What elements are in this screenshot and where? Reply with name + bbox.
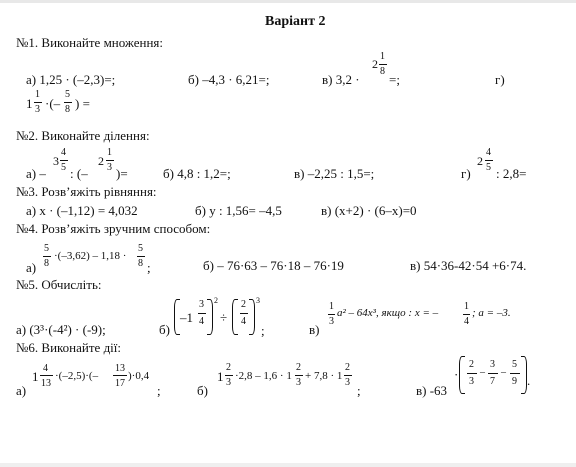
task-5-b-num: 3 xyxy=(199,299,204,310)
task-6-b-num: 2 xyxy=(226,362,231,373)
task-6-v-den2: 7 xyxy=(490,376,495,387)
task-2-a-mid: : (– xyxy=(70,166,88,181)
task-6-v-num3: 5 xyxy=(512,359,517,370)
task-5-b-exp-1: 2 xyxy=(214,296,218,305)
task-5-v: в) xyxy=(309,322,320,337)
task-1-v-num: 1 xyxy=(380,51,385,62)
task-5-b-exp-2: 3 xyxy=(256,296,260,305)
task-6-v-fracbar1 xyxy=(467,373,477,374)
task-4-a-num2: 5 xyxy=(138,243,143,254)
task-5-b-fracbar2 xyxy=(240,313,248,314)
task-4-a-den2: 8 xyxy=(138,258,143,269)
task-6-v-num1: 2 xyxy=(469,359,474,370)
task-6-b-den: 3 xyxy=(226,377,231,388)
variant-title: Варіант 2 xyxy=(265,14,326,29)
task-5-b-paren-open-2 xyxy=(232,299,238,335)
task-6-b-fracbar xyxy=(225,375,233,376)
task-6-a-num: 4 xyxy=(43,363,48,374)
task-1-g: г) xyxy=(495,72,505,87)
task-5-v-num: 1 xyxy=(329,301,334,312)
task-5-v-den: 3 xyxy=(329,316,334,327)
task-1-heading: №1. Виконайте множення: xyxy=(16,35,164,50)
task-6-a-den2: 17 xyxy=(115,378,125,389)
task-1-v-fracbar xyxy=(379,64,387,65)
task-1-v: в) 3,2 · xyxy=(322,72,360,87)
task-5-v-fracbar xyxy=(328,314,335,315)
task-1-b: б) –4,3 · 6,21=; xyxy=(188,72,270,87)
task-6-a-fracbar xyxy=(40,375,53,376)
task-1-g-num2: 5 xyxy=(65,89,70,100)
task-6-v-tail: . xyxy=(527,373,531,388)
task-4-a-mid: ·(–3,62) – 1,18 · xyxy=(54,250,127,262)
task-5-b: б) xyxy=(159,322,170,337)
task-4-v: в) 54·36-42·54 +6·74. xyxy=(410,258,527,273)
top-scan-edge xyxy=(0,0,576,3)
task-1-g-den2: 8 xyxy=(65,104,70,115)
task-5-v-num2: 1 xyxy=(464,301,469,312)
task-5-b-num2: 2 xyxy=(241,299,246,310)
task-3-a: а) x · (–1,12) = 4,032 xyxy=(26,203,138,218)
task-6-a-num2: 13 xyxy=(115,363,125,374)
task-5-b-div: ÷ xyxy=(220,310,228,325)
task-1-v-den: 8 xyxy=(380,66,385,77)
task-2-a-fracbar2 xyxy=(106,160,114,161)
task-6-heading: №6. Виконайте дії: xyxy=(16,340,122,355)
task-1-g-whole: 1 xyxy=(26,96,33,111)
task-3-b: б) y : 1,56= –4,5 xyxy=(195,203,282,218)
task-5-v-fracbar2 xyxy=(463,314,470,315)
task-2-a-pre: а) – xyxy=(26,166,46,181)
task-5-b-whole: –1 xyxy=(180,310,193,325)
task-6-b-mid2: + 7,8 · 1 xyxy=(305,370,343,382)
task-2-g-whole: 2 xyxy=(477,154,483,168)
task-6-b-tail: ; xyxy=(357,383,361,398)
task-6-a-semi: ; xyxy=(157,383,161,398)
task-2-g-tail: : 2,8= xyxy=(496,166,527,181)
task-4-a-den: 8 xyxy=(44,258,49,269)
task-3-heading: №3. Розв’яжіть рівняння: xyxy=(16,184,157,199)
task-2-a-tail: )= xyxy=(116,166,128,181)
task-4-a-fracbar xyxy=(43,256,51,257)
task-6-v-paren-open xyxy=(459,356,465,394)
task-6-v-den1: 3 xyxy=(469,376,474,387)
task-6-v-minus1: – xyxy=(480,367,485,378)
task-6-v-minus2: – xyxy=(501,367,506,378)
task-5-a: а) (3³·(-4²) · (-9); xyxy=(16,322,106,337)
task-6-a-den: 13 xyxy=(41,378,51,389)
task-6-a-whole: 1 xyxy=(32,369,39,384)
task-6-a-fracbar2 xyxy=(113,375,127,376)
task-1-g-fracbar2 xyxy=(64,102,72,103)
task-5-heading: №5. Обчисліть: xyxy=(16,277,102,292)
task-6-v-den3: 9 xyxy=(512,376,517,387)
task-6-b-num3: 2 xyxy=(345,362,350,373)
task-4-a-fracbar2 xyxy=(137,256,145,257)
task-1-g-fracbar xyxy=(34,102,42,103)
task-1-g-mid: ·(– xyxy=(45,96,61,111)
task-4-b: б) – 76·63 – 76·18 – 76·19 xyxy=(203,258,344,273)
task-5-b-tail: ; xyxy=(261,323,265,338)
task-6-v: в) -63 xyxy=(416,383,448,398)
task-6-a-tail: )·0,4 xyxy=(128,370,150,382)
task-2-v: в) –2,25 : 1,5=; xyxy=(294,166,375,181)
task-5-b-paren-close-1 xyxy=(207,299,213,335)
task-1-v-whole: 2 xyxy=(372,57,378,71)
task-4-a-num: 5 xyxy=(44,243,49,254)
task-1-g-tail: ) = xyxy=(75,96,90,111)
task-2-heading: №2. Виконайте ділення: xyxy=(16,128,150,143)
task-2-a-num2: 1 xyxy=(107,147,112,158)
task-3-v: в) (x+2) · (6–x)=0 xyxy=(321,203,417,218)
task-2-a-den2: 3 xyxy=(107,162,112,173)
task-6-b-fracbar3 xyxy=(344,375,352,376)
task-1-v-tail: =; xyxy=(389,72,400,87)
task-6-v-dot: · xyxy=(454,367,459,382)
task-2-a-num: 4 xyxy=(61,147,66,158)
task-1-g-den: 3 xyxy=(35,104,40,115)
task-1-g-num: 1 xyxy=(35,89,40,100)
task-2-g: г) xyxy=(461,166,471,181)
bottom-scan-edge xyxy=(0,463,576,467)
task-6-v-num2: 3 xyxy=(490,359,495,370)
task-6-a: а) xyxy=(16,383,27,398)
task-2-g-num: 4 xyxy=(486,147,491,158)
task-6-v-fracbar2 xyxy=(488,373,498,374)
task-6-b: б) xyxy=(197,383,208,398)
task-6-b-num2: 2 xyxy=(296,362,301,373)
task-1-a: а) 1,25 · (–2,3)=; xyxy=(26,72,116,87)
task-6-v-fracbar3 xyxy=(510,373,520,374)
task-4-a: а) xyxy=(26,260,37,275)
task-5-b-fracbar xyxy=(198,313,206,314)
task-2-a-whole: 3 xyxy=(53,154,59,168)
task-5-v-den2: 4 xyxy=(464,316,469,327)
task-4-a-tail: ; xyxy=(147,260,151,275)
task-6-a-mid: ·(–2,5)·(– xyxy=(55,370,99,382)
task-2-a-den: 5 xyxy=(61,162,66,173)
task-2-a-whole2: 2 xyxy=(98,154,104,168)
task-2-g-den: 5 xyxy=(486,162,491,173)
task-5-b-den: 4 xyxy=(199,316,204,327)
task-5-b-den2: 4 xyxy=(241,316,246,327)
task-2-g-fracbar xyxy=(485,160,493,161)
task-6-b-den2: 3 xyxy=(296,377,301,388)
task-2-a-fracbar xyxy=(60,160,68,161)
task-5-v-tail: ; a = –3. xyxy=(472,307,511,319)
task-2-b: б) 4,8 : 1,2=; xyxy=(163,166,231,181)
task-4-heading: №4. Розв’яжіть зручним способом: xyxy=(16,221,211,236)
task-6-b-fracbar2 xyxy=(295,375,303,376)
task-6-b-whole: 1 xyxy=(217,369,224,384)
task-5-b-paren-close-2 xyxy=(249,299,255,335)
task-6-b-den3: 3 xyxy=(345,377,350,388)
task-6-b-mid: ·2,8 – 1,6 · 1 xyxy=(235,370,292,382)
task-5-v-expr: a² – 64x³, якщо : x = – xyxy=(337,307,439,319)
